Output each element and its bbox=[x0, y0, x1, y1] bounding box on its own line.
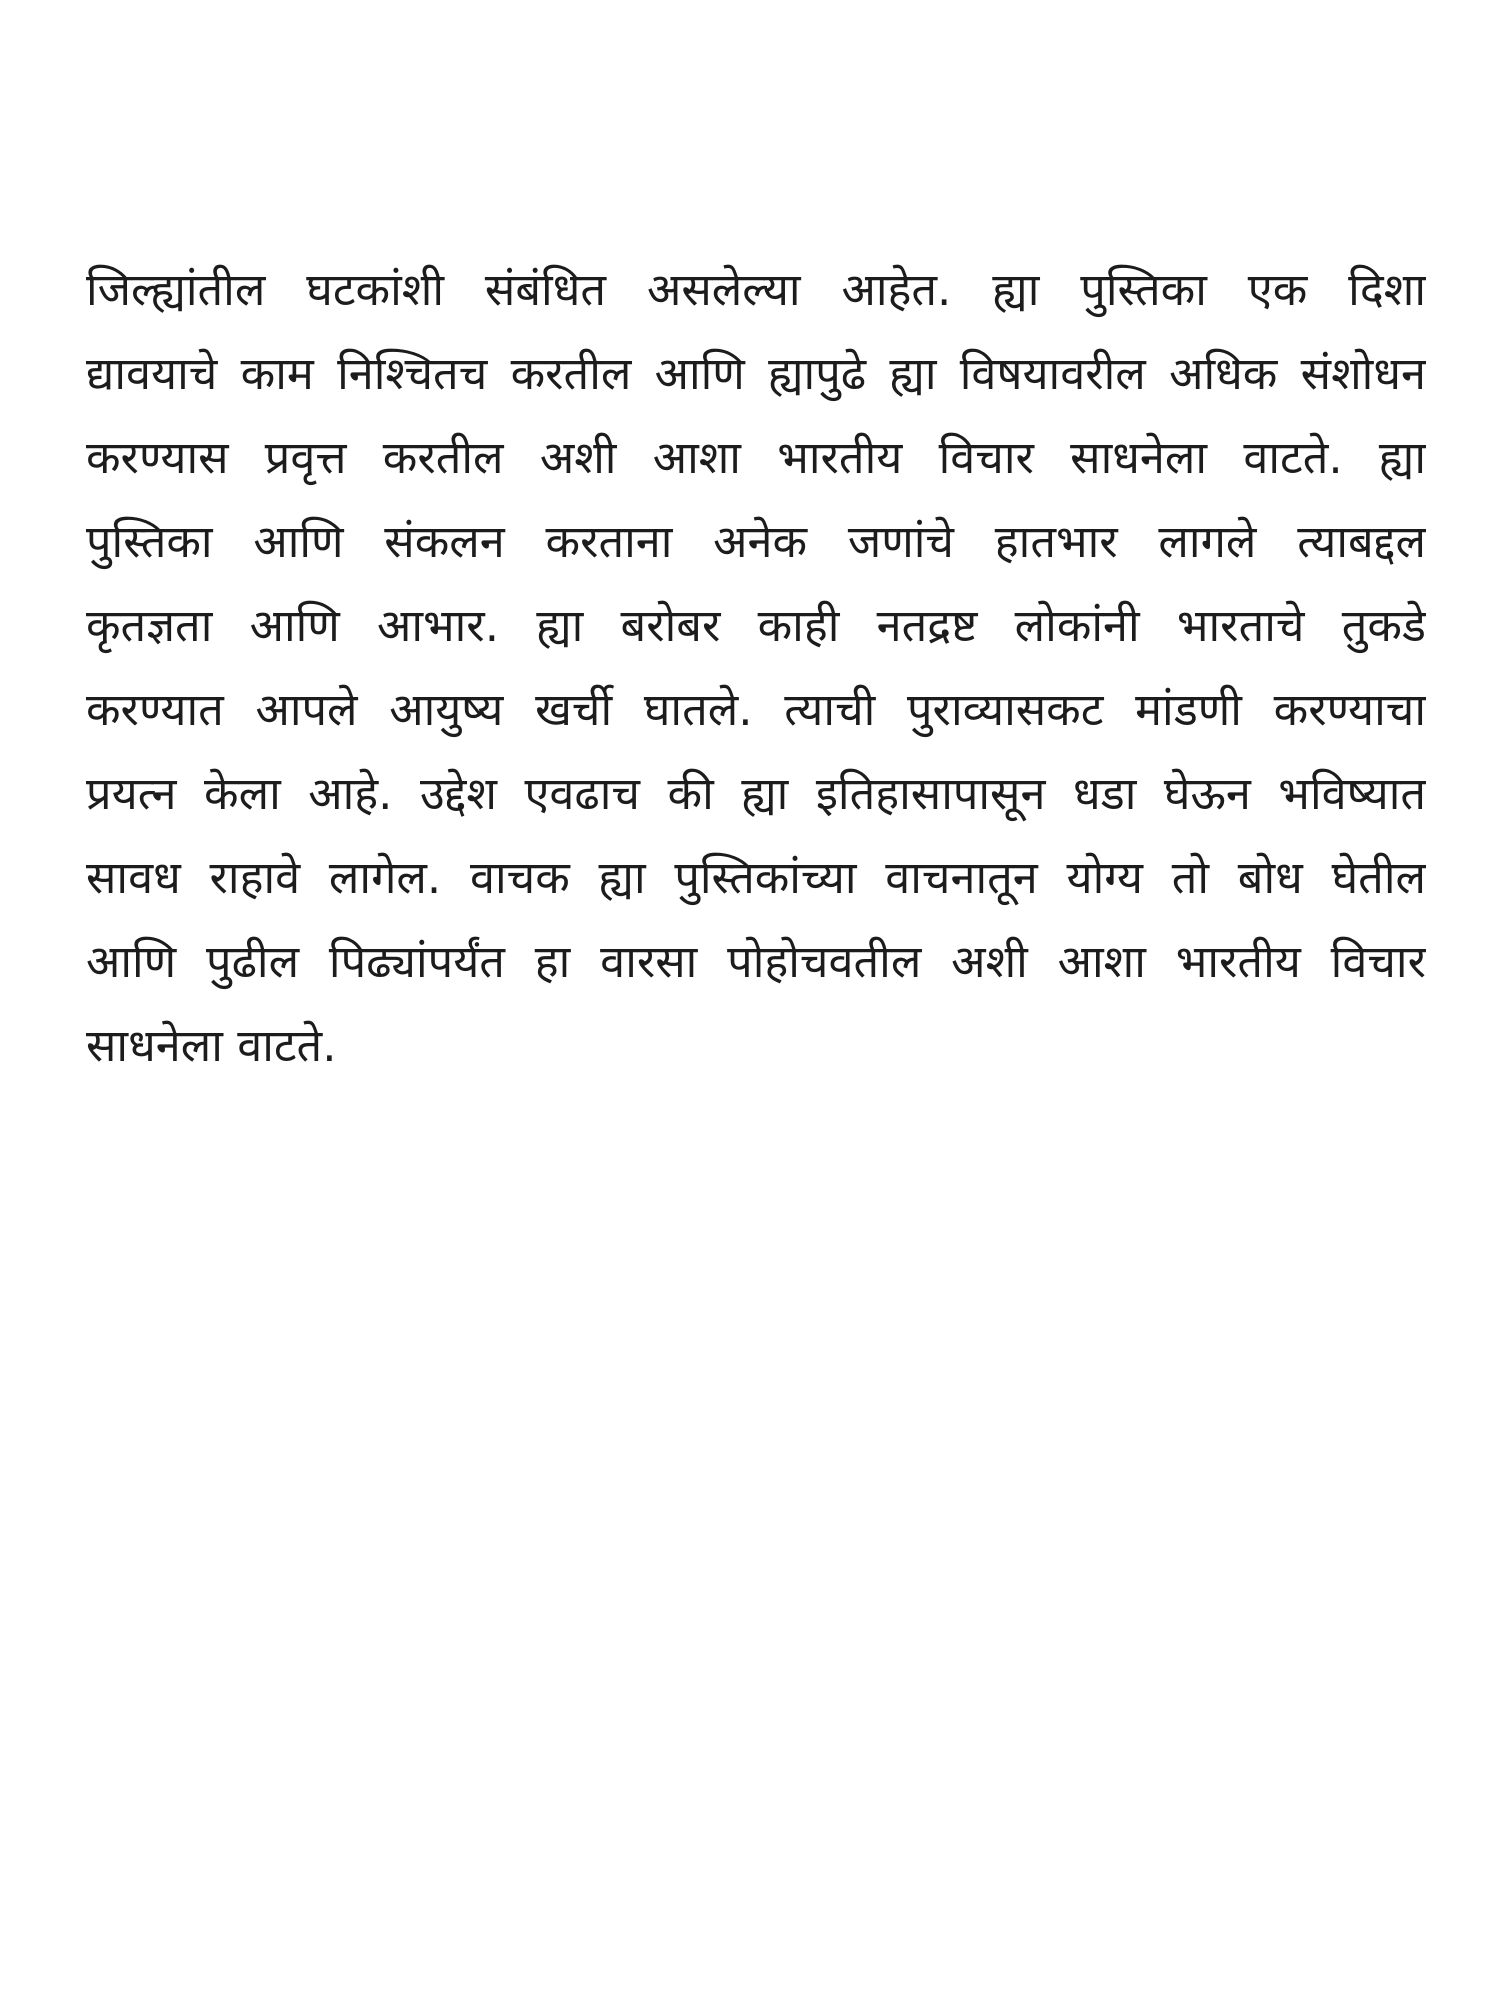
paragraph-line-8: सावध राहावे लागेल. वाचक ह्या पुस्तिकांच्या वाचनातून योग्य तो बोध घेतील bbox=[86, 851, 1426, 904]
paragraph-line-7: प्रयत्न केला आहे. उद्देश एवढाच की ह्या इतिहासापासून धडा घेऊन भविष्यात bbox=[86, 767, 1426, 820]
paragraph-line-5: कृतज्ञता आणि आभार. ह्या बरोबर काही नतद्रष्ट लोकांनी भारताचे तुकडे bbox=[86, 599, 1426, 652]
paragraph-line-6: करण्यात आपले आयुष्य खर्ची घातले. त्याची पुराव्यासकट मांडणी करण्याचा bbox=[86, 683, 1426, 736]
paragraph-line-3: करण्यास प्रवृत्त करतील अशी आशा भारतीय विचार साधनेला वाटते. ह्या bbox=[86, 431, 1426, 484]
paragraph-line-4: पुस्तिका आणि संकलन करताना अनेक जणांचे हातभार लागले त्याबद्दल bbox=[86, 515, 1426, 568]
paragraph-line-1: जिल्ह्यांतील घटकांशी संबंधित असलेल्या आहेत. ह्या पुस्तिका एक दिशा bbox=[86, 263, 1426, 316]
body-paragraph bbox=[86, 248, 1426, 1088]
paragraph-line-9: आणि पुढील पिढ्यांपर्यंत हा वारसा पोहोचवतील अशी आशा भारतीय विचार bbox=[86, 935, 1426, 988]
paragraph-line-2: द्यावयाचे काम निश्चितच करतील आणि ह्यापुढे ह्या विषयावरील अधिक संशोधन bbox=[86, 347, 1426, 400]
paragraph-line-10: साधनेला वाटते. bbox=[86, 1019, 337, 1072]
